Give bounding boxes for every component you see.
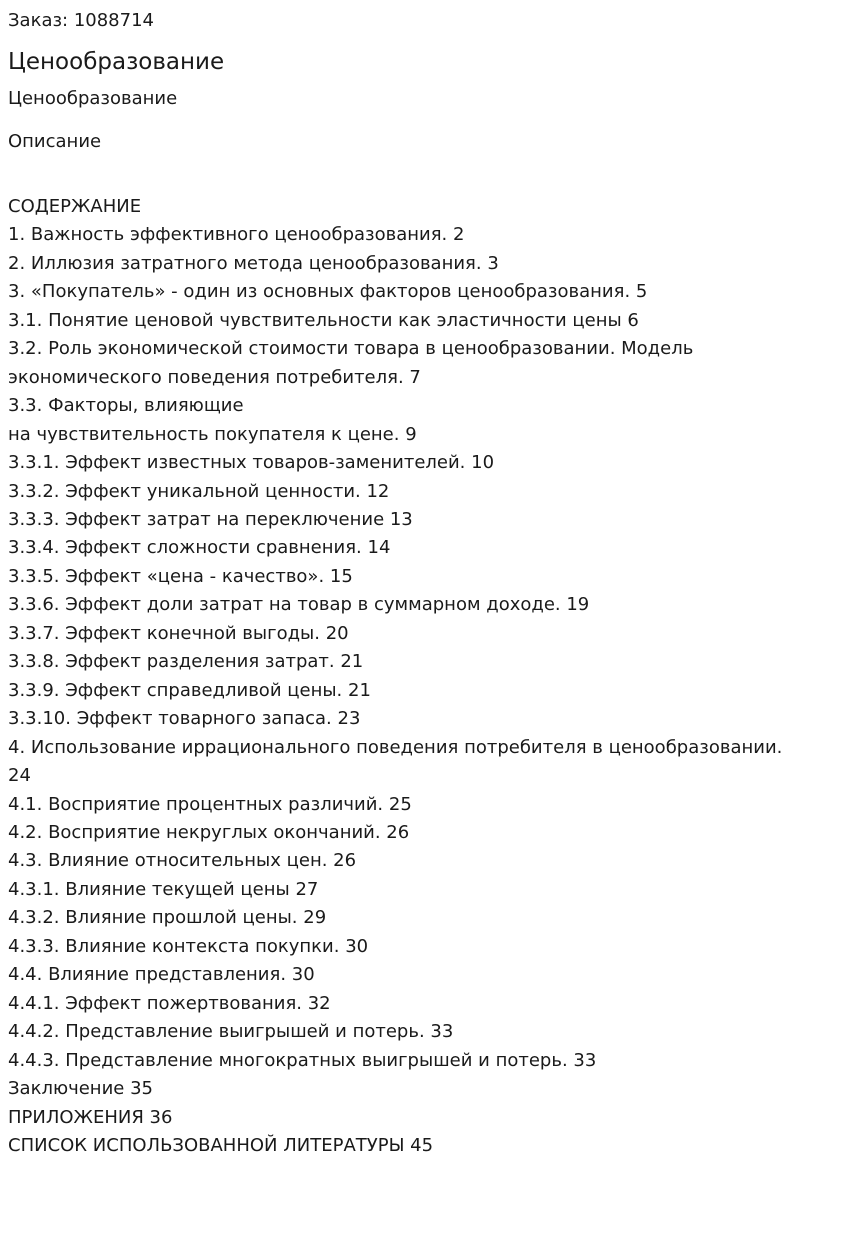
toc-item: 3. «Покупатель» - один из основных факторов ценообразования. 5 [8,281,648,303]
toc-item: 4.4.2. Представление выигрышей и потерь. 33 [8,1021,454,1043]
toc-item: на чувствительность покупателя к цене. 9 [8,423,417,445]
toc-item: 1. Важность эффективного ценообразования. 2 [8,224,465,246]
toc-item: 4.4.1. Эффект пожертвования. 32 [8,992,331,1014]
toc-item: Заключение 35 [8,1078,153,1100]
toc-item: 3.3.3. Эффект затрат на переключение 13 [8,508,413,530]
toc-item: 4. Использование иррационального поведения потребителя в ценообразовании. [8,736,783,758]
toc-item: 3.2. Роль экономической стоимости товара в ценообразовании. Модель [8,338,694,360]
description-label: Описание [8,131,102,152]
toc-item: 3.3.2. Эффект уникальной ценности. 12 [8,480,390,502]
toc-item: 24 [8,765,31,787]
toc-item: 4.1. Восприятие процентных различий. 25 [8,793,412,815]
toc-item: 4.3.3. Влияние контекста покупки. 30 [8,935,369,957]
toc-item: ПРИЛОЖЕНИЯ 36 [8,1106,173,1128]
toc-item: 4.3.1. Влияние текущей цены 27 [8,878,319,900]
toc-item: 3.1. Понятие ценовой чувствительности как эластичности цены 6 [8,309,639,331]
toc-item: 3.3.1. Эффект известных товаров-заменителей. 10 [8,452,495,474]
toc-item: 4.4. Влияние представления. 30 [8,964,315,986]
toc-item: 3.3.4. Эффект сложности сравнения. 14 [8,537,391,559]
toc-item: 3.3.5. Эффект «цена - качество». 15 [8,565,353,587]
order-number: Заказ: 1088714 [8,10,154,31]
toc-item: 3.3.7. Эффект конечной выгоды. 20 [8,622,349,644]
table-of-contents [8,193,840,1160]
toc-item: 2. Иллюзия затратного метода ценообразования. 3 [8,252,499,274]
toc-item: 3.3. Факторы, влияющие [8,395,244,417]
toc-item: 4.3.2. Влияние прошлой цены. 29 [8,907,327,929]
toc-item: 3.3.9. Эффект справедливой цены. 21 [8,679,371,701]
page-subtitle: Ценообразование [8,88,178,109]
toc-item: СПИСОК ИСПОЛЬЗОВАННОЙ ЛИТЕРАТУРЫ 45 [8,1134,434,1156]
toc-item: экономического поведения потребителя. 7 [8,366,421,388]
toc-item: 3.3.10. Эффект товарного запаса. 23 [8,708,361,730]
toc-item: 3.3.8. Эффект разделения затрат. 21 [8,651,364,673]
toc-item: 4.3. Влияние относительных цен. 26 [8,850,357,872]
toc-item: 3.3.6. Эффект доли затрат на товар в суммарном доходе. 19 [8,594,590,616]
toc-list [8,221,840,1160]
toc-heading: СОДЕРЖАНИЕ [8,196,142,217]
toc-item: 4.4.3. Представление многократных выигрышей и потерь. 33 [8,1049,597,1071]
page-title: Ценообразование [8,49,225,75]
toc-item: 4.2. Восприятие некруглых окончаний. 26 [8,821,410,843]
